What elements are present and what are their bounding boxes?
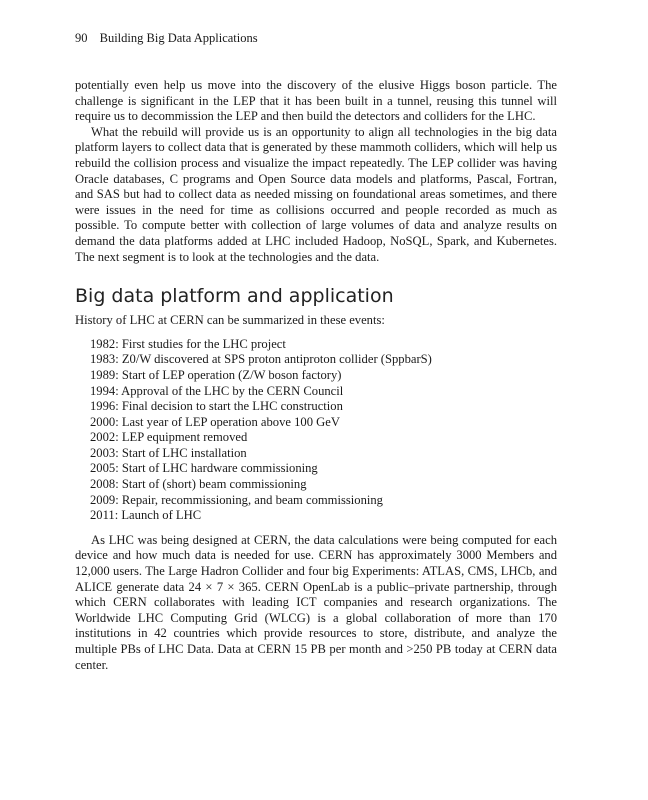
list-item: 2005: Start of LHC hardware commissioning [90,461,318,476]
book-title: Building Big Data Applications [99,31,258,45]
list-item: 1982: First studies for the LHC project [90,336,286,351]
running-header [75,31,258,46]
list-item: 2000: Last year of LEP operation above 100 GeV [90,414,340,429]
paragraph: As LHC was being designed at CERN, the data calculations were being computed for each device and how much data is needed for use. CERN has approximately 3000 Members and 12,000 users. The Large Hadron Collider and four big Experiments: ATLAS, CMS, LHCb, and ALICE generate data 24 × 7 × 365. CERN OpenLab is a public–private partnership, through which CERN collaborates with leading ICT companies and research organizations. The Worldwide LHC Computing Grid (WLCG) is a global collaboration of more than 170 institutions in 42 countries which provide resources to store, distribute, and analyze the multiple PBs of LHC Data. Data at CERN 15 PB per month and >250 PB today at CERN data center. [75,532,557,672]
list-item: 2003: Start of LHC installation [90,445,247,460]
list-item: 2011: Launch of LHC [90,508,202,523]
paragraph: potentially even help us move into the discovery of the elusive Higgs boson particle. The challenge is significant in the LEP that it has been built in a tunnel, reusing this tunnel will require us to decommission the LEP and then build the detectors and colliders for the LHC. [75,78,557,124]
list-item: 1989: Start of LEP operation (Z/W boson factory) [90,367,342,382]
list-item: 2002: LEP equipment removed [90,430,248,445]
section-intro: History of LHC at CERN can be summarized in these events: [75,313,385,328]
list-item: 1994: Approval of the LHC by the CERN Council [90,383,344,398]
list-item: 2009: Repair, recommissioning, and beam commissioning [90,492,383,507]
section-heading: Big data platform and application [75,285,394,308]
list-item: 2008: Start of (short) beam commissioning [90,477,307,492]
page-body [75,78,557,673]
list-item: 1996: Final decision to start the LHC construction [90,399,343,414]
event-list [90,337,557,524]
list-item: 1983: Z0/W discovered at SPS proton antiproton collider (SppbarS) [90,352,432,367]
page-number: 90 [75,31,88,45]
paragraph: What the rebuild will provide us is an opportunity to align all technologies in the big data platform layers to collect data that is generated by these mammoth colliders, which will help us rebuild the collision process and visualize the impact repeatedly. The LEP collider was having Oracle databases, C programs and Open Source data models and platforms, Pascal, Fortran, and SAS but had to collect data as needed missing on foundational areas sometimes, and there were issues in the need for time as collisions occurred and people recorded as much as possible. To compute better with collection of large volumes of data and analyze results on demand the data platforms added at LHC included Hadoop, NoSQL, Spark, and Kubernetes. The next segment is to look at the technologies and the data. [75,124,557,264]
